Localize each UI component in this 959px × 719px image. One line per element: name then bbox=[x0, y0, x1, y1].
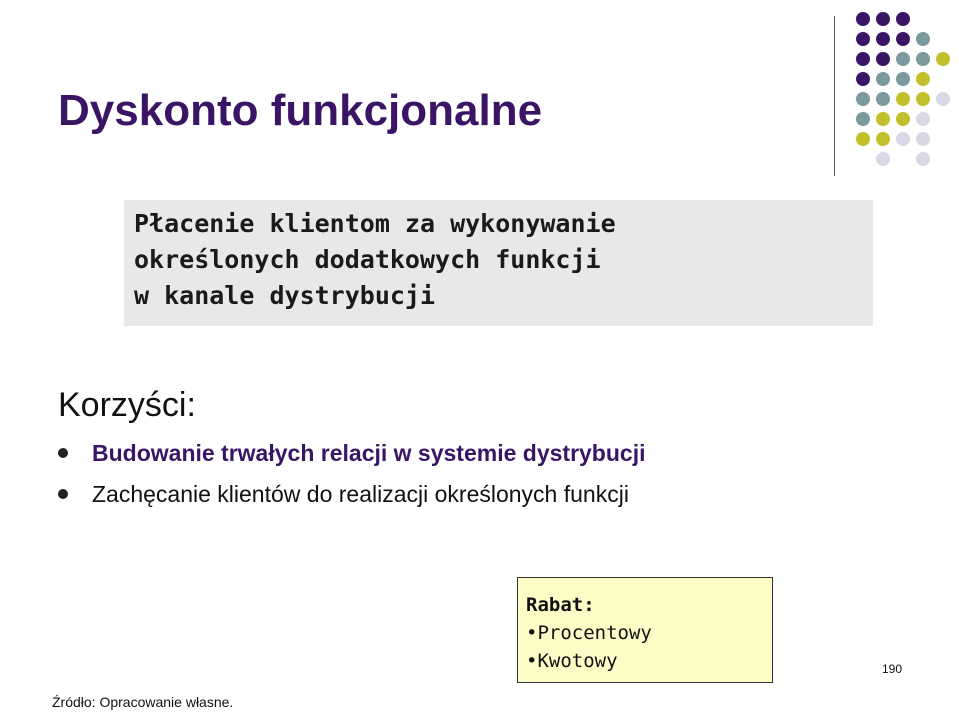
decor-dot bbox=[876, 152, 890, 166]
decor-dot bbox=[896, 32, 910, 46]
decor-dot bbox=[856, 92, 870, 106]
decorative-divider bbox=[834, 16, 835, 176]
decor-dot bbox=[896, 132, 910, 146]
rabat-item: •Kwotowy bbox=[526, 650, 618, 672]
decor-dot bbox=[916, 92, 930, 106]
decor-dot bbox=[896, 12, 910, 26]
decor-dot bbox=[896, 52, 910, 66]
decor-dot bbox=[936, 52, 950, 66]
decor-dot bbox=[876, 12, 890, 26]
decorative-dot-grid bbox=[850, 12, 940, 162]
definition-line: Płacenie klientom za wykonywanie bbox=[134, 209, 616, 238]
decor-dot bbox=[896, 72, 910, 86]
decor-dot bbox=[876, 32, 890, 46]
definition-line: określonych dodatkowych funkcji bbox=[134, 245, 601, 274]
decor-dot bbox=[856, 72, 870, 86]
list-item-text: Zachęcanie klientów do realizacji określonych funkcji bbox=[92, 481, 629, 507]
decor-dot bbox=[916, 112, 930, 126]
decor-dot bbox=[856, 32, 870, 46]
decor-dot bbox=[916, 132, 930, 146]
decor-dot bbox=[936, 92, 950, 106]
decor-dot bbox=[876, 112, 890, 126]
bullet-icon bbox=[58, 448, 68, 458]
slide-title: Dyskonto funkcjonalne bbox=[58, 86, 543, 135]
decor-dot bbox=[856, 132, 870, 146]
list-item-text: Budowanie trwałych relacji w systemie dystrybucji bbox=[92, 440, 646, 466]
decor-dot bbox=[856, 112, 870, 126]
benefits-heading: Korzyści: bbox=[58, 386, 196, 424]
decor-dot bbox=[896, 92, 910, 106]
decor-dot bbox=[876, 92, 890, 106]
definition-line: w kanale dystrybucji bbox=[134, 281, 436, 310]
page-number: 190 bbox=[882, 662, 903, 676]
definition-text bbox=[134, 206, 616, 314]
decor-dot bbox=[876, 72, 890, 86]
decor-dot bbox=[876, 132, 890, 146]
rabat-heading: Rabat: bbox=[526, 594, 595, 616]
decor-dot bbox=[916, 32, 930, 46]
decor-dot bbox=[856, 12, 870, 26]
decor-dot bbox=[896, 112, 910, 126]
source-note: Źródło: Opracowanie własne. bbox=[52, 694, 234, 710]
decor-dot bbox=[916, 52, 930, 66]
rabat-item: •Procentowy bbox=[526, 622, 652, 644]
decor-dot bbox=[916, 152, 930, 166]
decor-dot bbox=[856, 52, 870, 66]
decor-dot bbox=[876, 52, 890, 66]
bullet-icon bbox=[58, 489, 68, 499]
decor-dot bbox=[916, 72, 930, 86]
rabat-text bbox=[526, 591, 652, 675]
